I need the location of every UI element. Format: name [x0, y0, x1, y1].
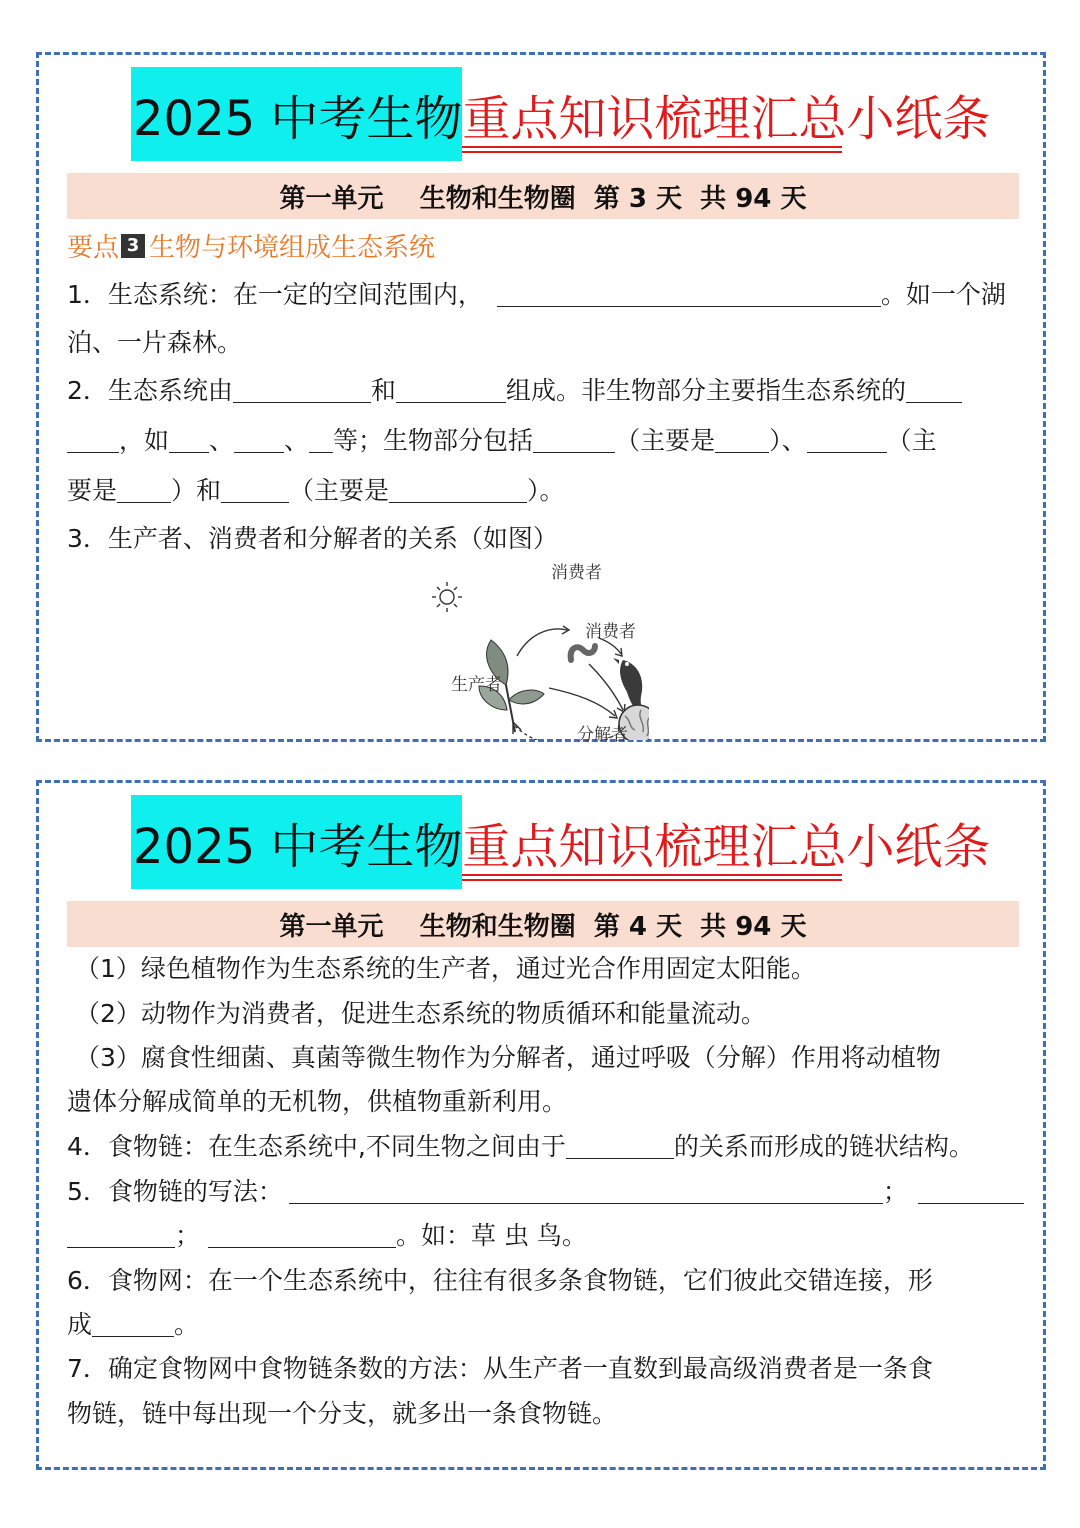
keypoint-heading	[67, 227, 435, 264]
title-red-text	[462, 67, 990, 161]
text-span: ；	[882, 1177, 908, 1206]
fill-blank	[67, 427, 119, 453]
decomposer-globe	[409, 560, 649, 740]
fill-blank	[67, 1222, 175, 1248]
fill-blank	[117, 477, 171, 503]
text-line: （2）动物作为消费者，促进生态系统的物质循环和能量流动。	[75, 999, 766, 1028]
text-span: 和	[370, 376, 396, 405]
text-line	[67, 475, 565, 507]
note-card-day-3	[36, 52, 1046, 745]
fill-blank	[715, 427, 769, 453]
text-line: 3．生产者、消费者和分解者的关系（如图）	[67, 524, 558, 553]
label-consumer-right: 消费者	[585, 622, 636, 642]
title-red-label: 重点知识梳理汇总小纸条	[462, 818, 991, 875]
card-title	[131, 795, 990, 889]
title-underline	[462, 146, 842, 148]
text-span: 4．食物链：在生态系统中,不同生物之间由于	[67, 1132, 566, 1161]
unit-band: 第一单元 生物和生物圈 第 3 天 共 94 天	[67, 173, 1019, 219]
title-red-text	[462, 795, 990, 889]
text-span: ，如	[119, 426, 170, 455]
keypoint-number-badge: 3	[121, 234, 145, 258]
text-span: 2．生态系统由	[67, 376, 233, 405]
title-underline	[462, 879, 842, 881]
fill-blank	[208, 1222, 396, 1248]
unit-band: 第一单元 生物和生物圈 第 4 天 共 94 天	[67, 901, 1019, 947]
label-consumer-top: 消费者	[551, 563, 602, 583]
text-span: 等；生物部分包括	[333, 426, 534, 455]
text-span: （主要是	[615, 426, 716, 455]
text-span: 1．生态系统：在一定的空间范围内，	[67, 280, 483, 309]
title-underline	[462, 151, 842, 153]
label-decomposer: 分解者	[577, 725, 628, 745]
fill-blank	[309, 427, 333, 453]
keypoint-text: 生物与环境组成生态系统	[149, 233, 436, 263]
text-span: 要是	[67, 476, 118, 505]
text-line: 遗体分解成简单的无机物，供植物重新利用。	[67, 1087, 568, 1116]
text-span: ）和	[171, 476, 222, 505]
text-span: 。如一个湖	[880, 280, 1006, 309]
label-producer: 生产者	[451, 675, 502, 695]
text-span: （主要是	[289, 476, 390, 505]
fill-blank	[918, 1178, 1024, 1204]
fill-blank	[906, 377, 962, 403]
fill-blank	[566, 1133, 674, 1159]
text-span: 的关系而形成的链状结构。	[673, 1132, 974, 1161]
text-span: 、	[284, 426, 310, 455]
fill-blank	[533, 427, 615, 453]
text-span: ；	[175, 1221, 201, 1250]
text-span: 、	[209, 426, 235, 455]
title-underline	[462, 874, 842, 876]
text-span: 。如：草 虫 鸟。	[396, 1221, 587, 1250]
text-line	[67, 279, 1006, 311]
text-line: （1）绿色植物作为生态系统的生产者，通过光合作用固定太阳能。	[75, 954, 816, 983]
text-span: 成	[67, 1310, 93, 1339]
title-red-label: 重点知识梳理汇总小纸条	[462, 90, 991, 147]
fill-blank	[497, 281, 881, 307]
fill-blank	[396, 377, 506, 403]
text-line	[67, 1309, 199, 1341]
fill-blank	[169, 427, 209, 453]
text-line: （3）腐食性细菌、真菌等微生物作为分解者，通过呼吸（分解）作用将动植物	[75, 1043, 941, 1072]
fill-blank	[233, 377, 371, 403]
fill-blank	[221, 477, 289, 503]
text-line	[67, 1220, 587, 1252]
text-line	[67, 375, 962, 407]
text-span: （主	[886, 426, 937, 455]
text-line: 泊、一片森林。	[67, 328, 243, 357]
text-line	[67, 1131, 974, 1163]
title-highlight: 2025 中考生物	[131, 795, 462, 889]
text-span: 组成。非生物部分主要指生态系统的	[505, 376, 906, 405]
text-span: ）。	[527, 476, 565, 505]
title-highlight: 2025 中考生物	[131, 67, 462, 161]
keypoint-prefix: 要点	[67, 233, 120, 263]
note-card-day-4	[36, 780, 1046, 1470]
fill-blank	[234, 427, 284, 453]
fill-blank	[92, 1311, 174, 1337]
text-line	[67, 1176, 1024, 1208]
text-line	[67, 425, 937, 457]
fill-blank	[289, 1178, 883, 1204]
text-span: ）、	[769, 426, 807, 455]
text-line: 6．食物网：在一个生态系统中，往往有很多条食物链，它们彼此交错连接，形	[67, 1266, 933, 1295]
text-line: 物链，链中每出现一个分支，就多出一条食物链。	[67, 1399, 618, 1428]
card-title	[131, 67, 990, 161]
fill-blank	[389, 477, 527, 503]
ecosystem-relationship-diagram	[409, 560, 649, 745]
text-span: 5．食物链的写法：	[67, 1177, 283, 1206]
text-line: 7．确定食物网中食物链条数的方法：从生产者一直数到最高级消费者是一条食	[67, 1354, 933, 1383]
text-span: 。	[174, 1310, 200, 1339]
fill-blank	[807, 427, 887, 453]
